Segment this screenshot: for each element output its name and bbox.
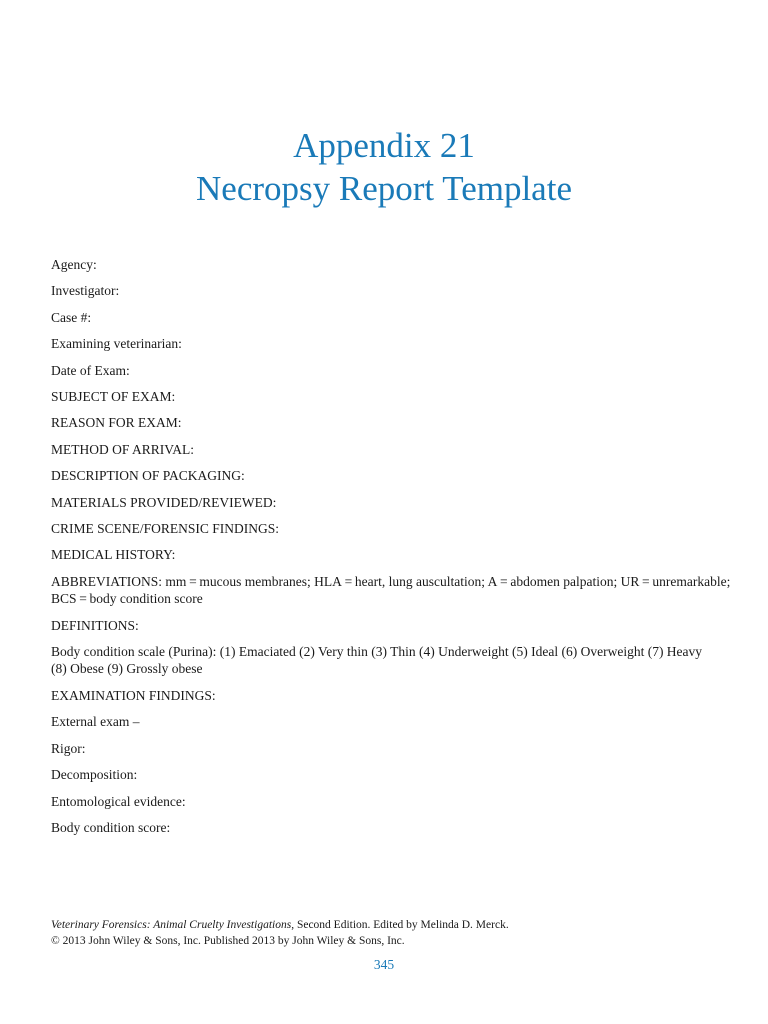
field-examining-veterinarian: Examining veterinarian: [51,336,182,352]
definitions-label: DEFINITIONS: [51,617,139,633]
field-date-of-exam: Date of Exam: [51,362,130,378]
field-rigor: Rigor: [51,740,86,756]
field-entomological-evidence: Entomological evidence: [51,793,186,809]
book-edition: , Second Edition. Edited by Melinda D. Merck. [291,919,509,931]
field-agency: Agency: [51,257,97,272]
field-case-number: Case #: [51,309,92,325]
field-medical-history: MEDICAL HISTORY: [51,547,176,563]
field-external-exam: External exam – [51,714,140,730]
page-number: 345 [373,957,395,972]
book-title: Veterinary Forensics: Animal Cruelty Investigations [51,919,292,931]
definitions-paragraph [51,643,731,677]
definitions-line-1: Body condition scale (Purina): (1) Emaciated (2) Very thin (3) Thin (4) Underweight (5) Ideal (6) Overweight (7) Heavy [51,644,703,660]
page-title [0,124,768,210]
field-method-of-arrival: METHOD OF ARRIVAL: [51,441,195,457]
abbreviations-line-1: ABBREVIATIONS: mm = mucous membranes; HLA = heart, lung auscultation; A = abdomen palpation; UR = unremarkable; [51,573,731,589]
abbreviations-paragraph [51,573,731,607]
citation-footer [51,917,509,949]
copyright-line: © 2013 John Wiley & Sons, Inc. Published 2013 by John Wiley & Sons, Inc. [51,935,405,947]
field-subject-of-exam: SUBJECT OF EXAM: [51,388,176,404]
field-crime-scene-findings: CRIME SCENE/FORENSIC FINDINGS: [51,520,280,536]
field-reason-for-exam: REASON FOR EXAM: [51,415,182,431]
appendix-number: Appendix 21 [293,126,475,165]
field-decomposition: Decomposition: [51,767,138,783]
citation-line [51,917,509,933]
field-body-condition-score: Body condition score: [51,820,171,836]
abbreviations-line-2: BCS = body condition score [51,590,203,606]
appendix-title: Necropsy Report Template [196,169,572,208]
field-description-of-packaging: DESCRIPTION OF PACKAGING: [51,468,245,484]
examination-findings-label: EXAMINATION FINDINGS: [51,688,216,704]
field-investigator: Investigator: [51,283,120,299]
definitions-line-2: (8) Obese (9) Grossly obese [51,661,203,677]
field-materials-provided: MATERIALS PROVIDED/REVIEWED: [51,494,277,510]
report-body [51,256,731,845]
